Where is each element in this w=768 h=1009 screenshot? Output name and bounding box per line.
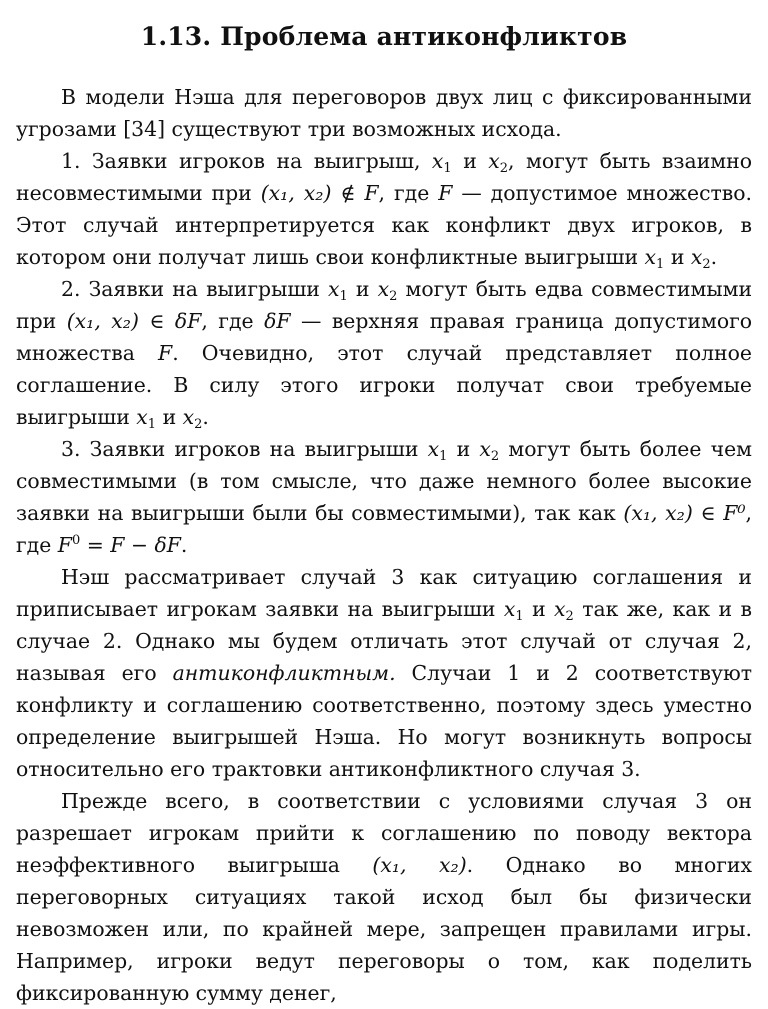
math-dF: δF: [264, 309, 291, 333]
section-title: 1.13. Проблема антиконфликтов: [140, 22, 628, 51]
text: и: [463, 149, 477, 173]
text: 3. Заявки игроков на выигрыши: [61, 437, 419, 461]
math-x2: $x_2$: [182, 405, 203, 432]
text: 1. Заявки игроков на выигрыш,: [61, 149, 421, 173]
paragraph-nash-view: [16, 561, 752, 785]
text: .: [710, 245, 718, 269]
text: Нэш рассматривает случай 3 как ситуацию соглашения и приписывает игрокам заявки на выигрыши: [16, 565, 752, 621]
text: , где: [201, 309, 254, 333]
text: и: [355, 277, 370, 301]
emphasis-anticonflict: антиконфликтным.: [172, 661, 396, 685]
text: так же, как и в случае 2. Однако мы будем отличать этот случай от случая 2, называя его: [16, 597, 752, 685]
text: В модели Нэша для переговоров двух лиц с фиксированными угрозами [34] существуют три возможных исхода.: [16, 85, 752, 141]
math-x2: $x_2$: [488, 149, 509, 176]
text: — верхняя правая граница допустимого множества: [16, 309, 753, 365]
math-pair: (x₁, x₂): [66, 309, 139, 333]
text: — допустимое множество. Этот случай интерпретируется как конфликт двух игроков, в котором они получат лишь свои конфликтные выигрыши: [16, 181, 753, 269]
math-x1: $x_1$: [427, 437, 448, 464]
text: могут быть едва совместимыми при: [16, 277, 753, 333]
text: и: [456, 437, 471, 461]
text: .: [180, 533, 188, 557]
text: Случаи 1 и 2 соответствуют конфликту и соглашению соответственно, поэтому здесь уместно определение выигрышей Нэша. Но могут возникнуть вопросы относительно его трактовки антиконфликтного случая 3.: [16, 661, 753, 781]
math-x1: $x_1$: [328, 277, 348, 304]
math-x1: $x_1$: [503, 597, 524, 624]
math-notin-F: ∉ F: [340, 181, 379, 205]
paragraph-case-3: [16, 433, 752, 561]
paragraph-intro: [16, 81, 752, 145]
math-x2: $x_2$: [554, 597, 574, 624]
text: , где: [378, 181, 430, 205]
math-x1: $x_1$: [431, 149, 452, 176]
paragraph-case-1: [16, 145, 752, 273]
text: могут быть более чем совместимыми (в том смысле, что даже немного более высокие заявки на выигрыши были бы совместимыми), так как: [16, 437, 753, 525]
math-in-dF: ∈ δF: [149, 309, 202, 333]
text: и: [532, 597, 546, 621]
math-x2: $x_2$: [377, 277, 398, 304]
math-pair: (x₁, x₂): [260, 181, 332, 205]
math-in-F0: ∈ F⁰: [700, 501, 746, 525]
text: , могут быть взаимно несовместимыми при: [16, 149, 753, 205]
math-pair: (x₁, x₂): [372, 853, 467, 877]
text: , где: [16, 501, 753, 557]
math-F: F: [438, 181, 453, 205]
math-x1: $x_1$: [644, 245, 665, 272]
text: 2. Заявки на выигрыши: [61, 277, 320, 301]
paragraph-first-of-all: [16, 785, 752, 1009]
text: Прежде всего, в соответствии с условиями случая 3 он разрешает игрокам прийти к соглашению по поводу вектора неэффективного выигрыша: [16, 789, 752, 877]
paragraph-case-2: [16, 273, 752, 433]
math-F0-definition: $F^0 = F - \delta F$: [57, 533, 181, 557]
text: . Однако во многих переговорных ситуациях такой исход был бы физически невозможен или, по крайней мере, запрещен правилами игры. Например, игроки ведут переговоры о том, как поделить фиксированную сумму денег,: [16, 853, 752, 1005]
math-x2: $x_2$: [479, 437, 500, 464]
text: и: [670, 245, 685, 269]
text: .: [202, 405, 209, 429]
math-x2: $x_2$: [690, 245, 711, 272]
math-x1: $x_1$: [136, 405, 157, 432]
text: . Очевидно, этот случай представляет полное соглашение. В силу этого игроки получат свои требуемые выигрыши: [16, 341, 752, 429]
text: и: [162, 405, 177, 429]
math-F: F: [158, 341, 173, 365]
math-pair: (x₁, x₂): [623, 501, 693, 525]
